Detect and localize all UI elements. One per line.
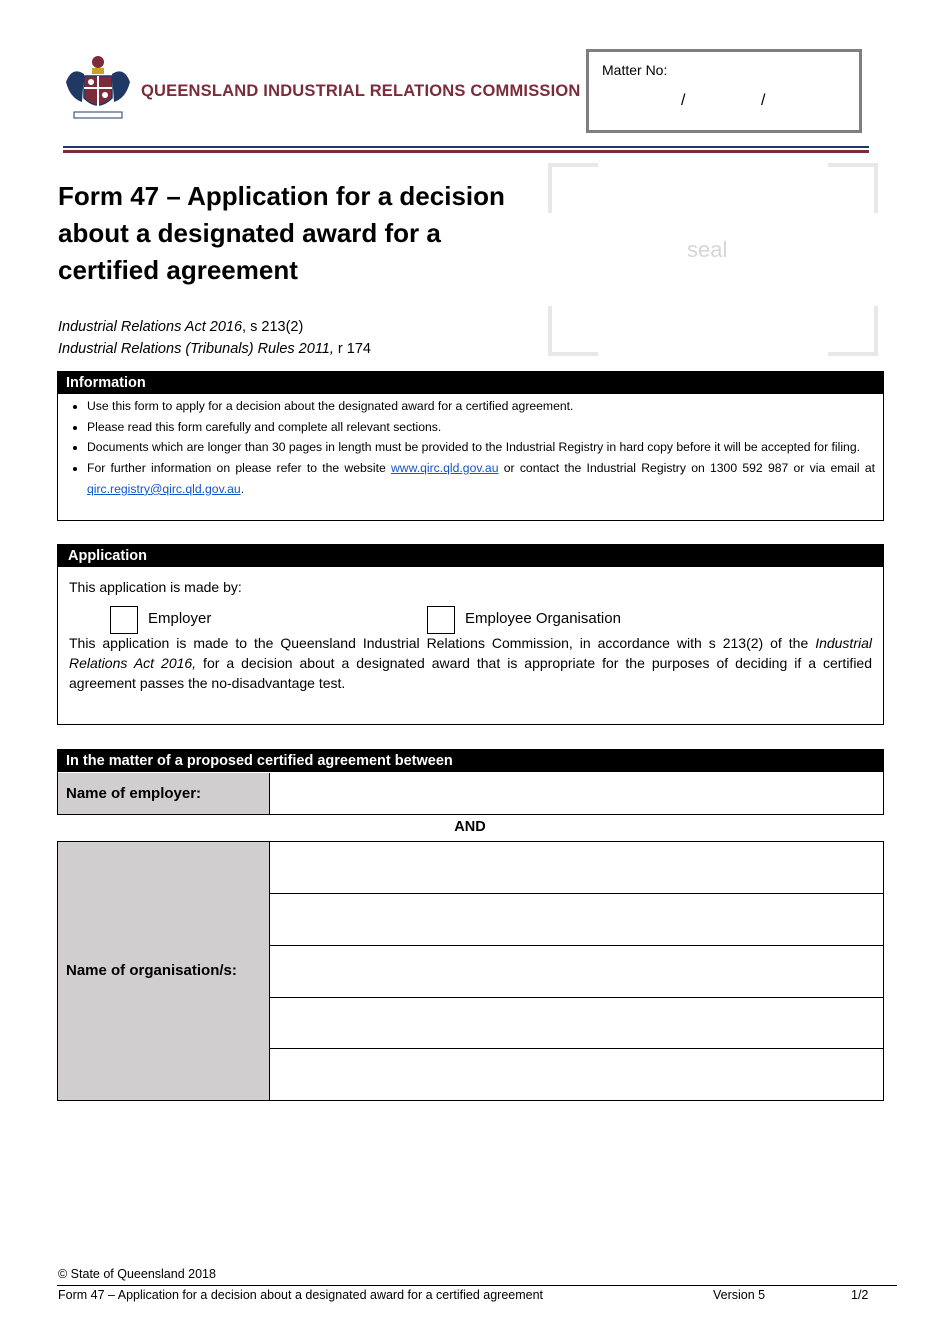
organisation-field[interactable] [270,1049,883,1100]
matter-separator: / [681,92,686,109]
info-text: . [240,481,245,496]
matter-separator: / [761,92,766,109]
matter-number-label: Matter No: [602,62,668,78]
organisation-field[interactable] [270,998,883,1049]
info-text: or contact the Industrial Registry on 1300 592 987 or via email at [498,461,875,476]
list-item [87,458,875,499]
employee-organisation-label: Employee Organisation [465,610,621,627]
seal-corner [548,306,598,356]
information-list [58,394,883,500]
matter-number-box [586,49,862,133]
application-section [57,544,884,725]
statement-text: for a decision about a designated award that is appropriate for the purposes of deciding if a certified agreement passes the no-disadvantage test. [69,655,872,691]
act-name: Industrial Relations Act 2016 [58,319,243,335]
statement-text: This application is made to the Queensland Industrial Relations Commission, in accordance with s 213(2) of the [69,635,816,651]
employer-label: Employer [148,610,212,627]
list-item: • Use this form to apply for a decision about the designated award for a certified agreement. [87,396,875,417]
information-section [57,371,884,521]
act-section: , s 213(2) [242,319,304,335]
rules-name: Industrial Relations (Tribunals) Rules 2011, [58,341,334,357]
employer-checkbox[interactable] [110,606,138,634]
seal-corner [828,163,878,213]
list-item: • Documents which are longer than 30 pages in length must be provided to the Industrial Registry in hard copy before it will be accepted for filing. [87,437,875,458]
form-title: Form 47 – Application for a decision about a designated award for a certified agreement [58,181,505,285]
organisation-section [57,841,884,1101]
rules-reference [58,341,371,357]
rules-section: r 174 [333,341,371,357]
made-by-label: This application is made by: [69,579,242,595]
matter-section [57,749,884,815]
act-reference [58,319,303,335]
seal-corner [828,306,878,356]
organisation-field[interactable] [270,894,883,946]
employee-organisation-checkbox[interactable] [427,606,455,634]
application-statement [69,633,872,693]
employer-name-field[interactable] [270,773,883,814]
queensland-crest-logo [62,52,134,124]
seal-area [548,163,878,356]
organisation-fields [270,842,883,1100]
seal-label: seal [687,237,728,262]
footer-rule [57,1285,897,1286]
copyright: © State of Queensland 2018 [58,1267,216,1281]
information-heading: Information [58,372,883,394]
seal-corner [548,163,598,213]
info-text: For further information on please refer to the website [87,461,391,476]
and-label: AND [454,819,486,835]
website-link[interactable]: www.qirc.qld.gov.au [391,461,499,476]
footer-page-number: 1/2 [851,1288,869,1302]
organisation-field[interactable] [270,946,883,998]
matter-heading: In the matter of a proposed certified agreement between [58,750,883,772]
footer-version: Version 5 [713,1288,766,1302]
email-link[interactable]: qirc.registry@qirc.qld.gov.au [87,481,241,496]
header-rule-maroon [63,150,869,153]
organisation-name: QUEENSLAND INDUSTRIAL RELATIONS COMMISSION [141,82,581,100]
organisation-name-label: Name of organisation/s: [58,842,270,1100]
statement-act-name: Industrial Relations Act 2016, [69,635,872,671]
application-heading: Application [58,545,883,567]
footer-form-name: Form 47 – Application for a decision about a designated award for a certified agreement [58,1288,544,1302]
employer-name-label: Name of employer: [58,773,270,814]
header-rule-navy [63,146,869,148]
list-item: • Please read this form carefully and complete all relevant sections. [87,417,875,438]
organisation-field[interactable] [270,842,883,894]
